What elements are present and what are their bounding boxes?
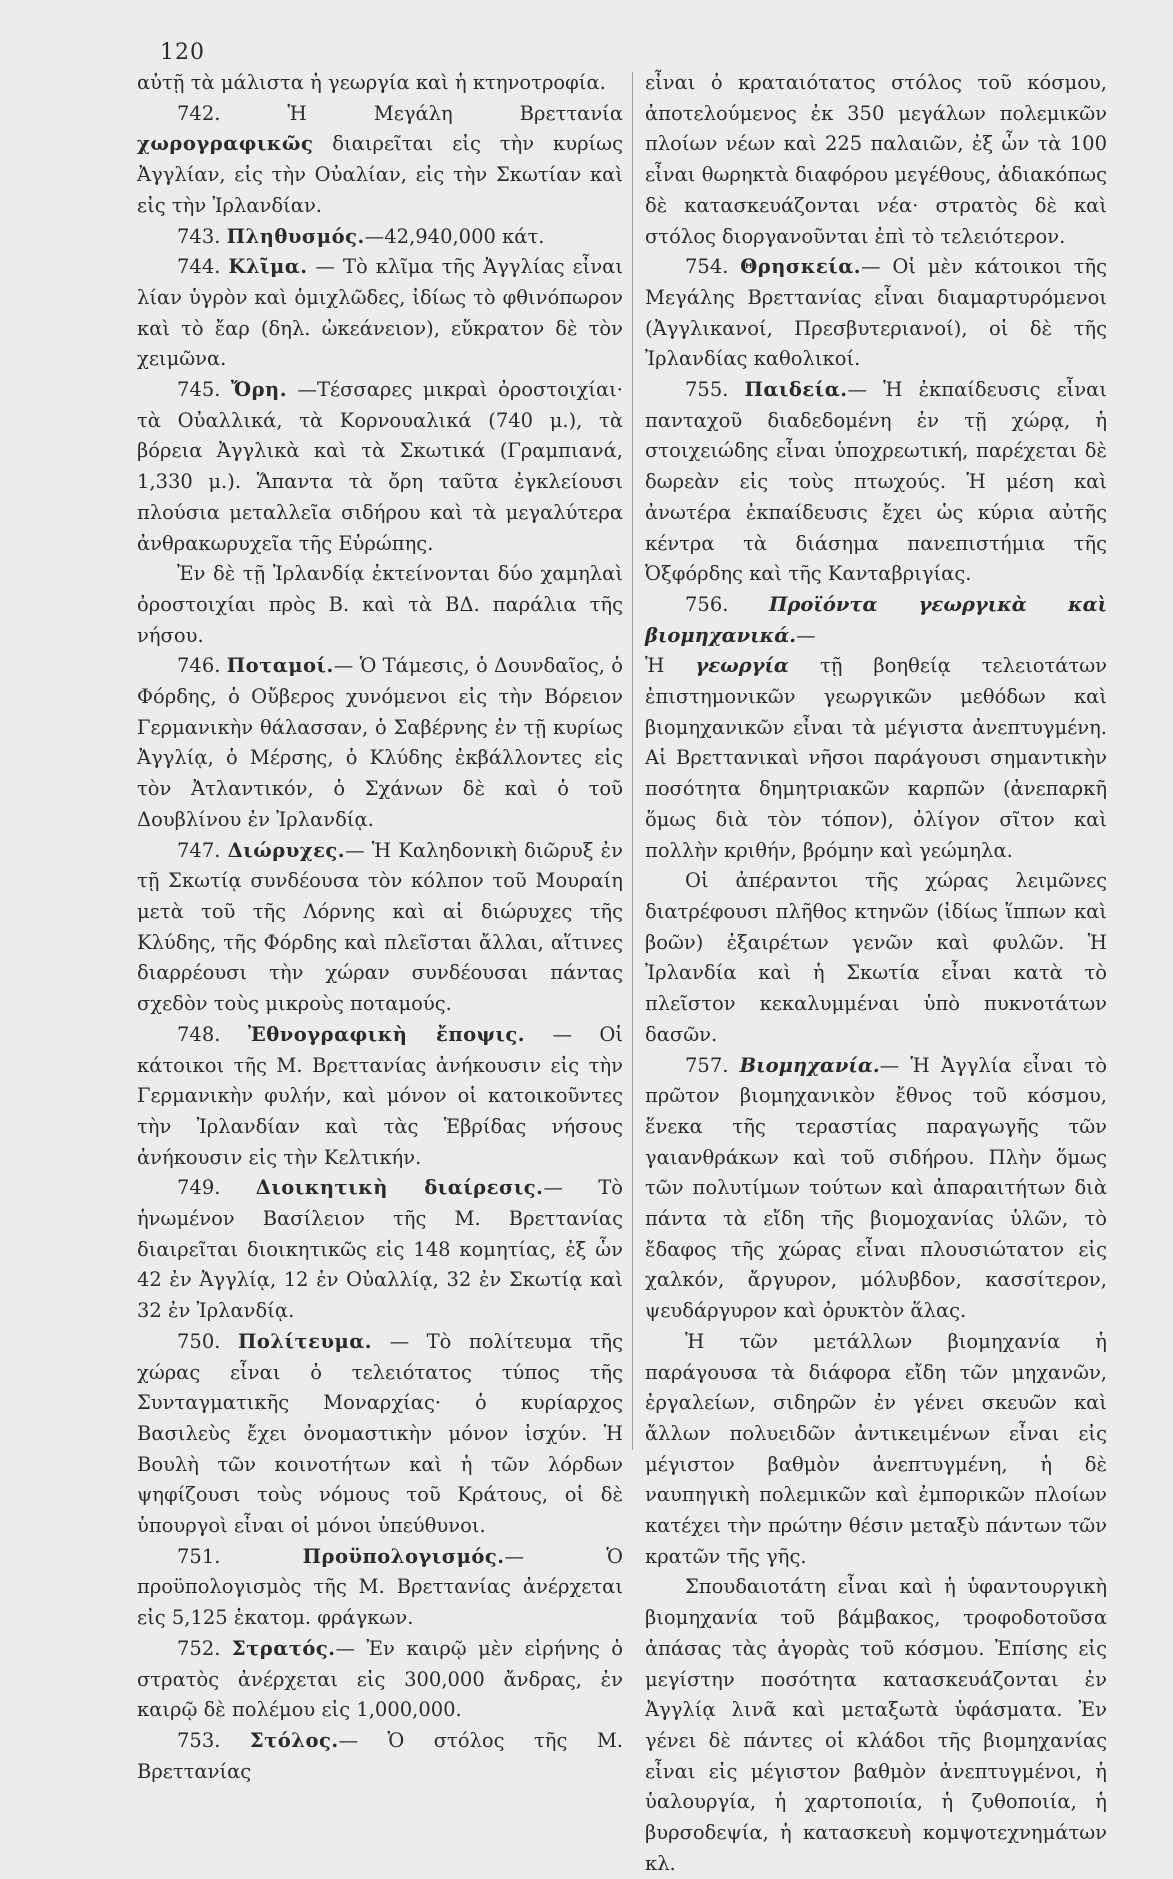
section-heading: Παιδεία. (744, 378, 848, 402)
section-text: — Ὁ προϋπολογισμὸς τῆς Μ. Βρεττανίας ἀνέρχεται εἰς 5,125 ἑκατομ. φράγκων. (137, 1544, 623, 1630)
section-number: 745. (177, 378, 221, 402)
left-column (137, 68, 623, 1787)
section-heading: Προϊόντα γεωργικὰ καὶ βιομηχανικά. (645, 592, 1108, 647)
section-heading: Κλῖμα. (228, 255, 308, 279)
section-text: —Τέσσαρες μικραὶ ὀροστοιχίαι· τὰ Οὐαλλικά, τὰ Κορνουαλικά (740 μ.), τὰ βόρεια Ἀγγλικὰ καὶ τὰ Σκωτικά (Γραμπιανά, 1,330 μ.). Ἅπαντα τὰ ὄρη ταῦτα ἐγκλείουσι πλούσια μεταλλεῖα σιδήρου καὶ τὰ μεγαλύτερα ἀνθρακωρυχεῖα τῆς Εὐρώπης. (137, 378, 623, 555)
section-heading: Βιομηχανία. (739, 1053, 880, 1077)
column-divider (632, 72, 633, 1450)
section-text: — Τὸ πολίτευμα τῆς χώρας εἶναι ὁ τελειότατος τύπος τῆς Συνταγματικῆς Μοναρχίας· ὁ κυρίαρχος Βασιλεὺς ἔχει ὀνομαστικὴν μόνον ἰσχύν. Ἡ Βουλὴ τῶν κοινοτήτων καὶ ἡ τῶν λόρδων ψηφίζουσι τοὺς νόμους τοῦ Κράτους, οἱ δὲ ὑπουργοὶ εἶναι οἱ μόνοι ὑπεύθυνοι. (137, 1329, 624, 1538)
section-number: 757. (685, 1053, 729, 1077)
paragraph-agriculture (645, 651, 1107, 866)
section-text: — Τὸ κλῖμα τῆς Ἀγγλίας εἶναι λίαν ὑγρὸν καὶ ὁμιχλῶδες, ἰδίως τὸ φθινόπωρον καὶ τὸ ἔαρ (δηλ. ὠκεάνειον), εὔκρατον δὲ τὸν χειμῶνα. (137, 255, 623, 371)
section-heading: Ποταμοί. (226, 654, 334, 678)
section-heading: Πολίτευμα. (237, 1329, 373, 1353)
paragraph: Ἐν δὲ τῇ Ἰρλανδίᾳ ἐκτείνονται δύο χαμηλαὶ ὀροστοιχίαι πρὸς Β. καὶ τὰ ΒΔ. παράλια τῆς νήσου. (137, 562, 623, 647)
section-746 (137, 651, 623, 835)
section-text: — Οἱ μὲν κάτοικοι τῆς Μεγάλης Βρεττανίας εἶναι διαμαρτυρόμενοι (Ἀγγλικανοί, Πρεσβυτεριανοί), οἱ δὲ τῆς Ἰρλανδίας καθολικοί. (645, 255, 1107, 371)
section-754 (645, 252, 1107, 375)
section-heading: Ὄρη. (230, 378, 288, 402)
section-heading: Προϋπολογισμός. (302, 1544, 505, 1568)
section-heading: Θρησκεία. (740, 255, 861, 279)
section-text: — Ἐν καιρῷ μὲν εἰρήνης ὁ στρατὸς ἀνέρχεται εἰς 300,000 ἄνδρας, ἐν καιρῷ δὲ πολέμου εἰς 1,000,000. (137, 1636, 624, 1722)
section-number: 746. (177, 654, 221, 678)
section-749 (137, 1173, 623, 1327)
paragraph-continuation: εἶναι ὁ κραταιότατος στόλος τοῦ κόσμου, ἀποτελούμενος ἐκ 350 μεγάλων πολεμικῶν πλοίων νέων καὶ 225 παλαιῶν, ἐξ ὧν τὰ 100 εἶναι θωρηκτὰ διαφόρου μεγέθους, ἀδιακόπως δὲ κατασκευάζονται νέα· στρατὸς δὲ καὶ στόλος διοργανοῦνται ἐπὶ τὸ τελειότερον. (645, 71, 1107, 248)
paragraph: Οἱ ἀπέραντοι τῆς χώρας λειμῶνες διατρέφουσι πλῆθος κτηνῶν (ἰδίως ἵππων καὶ βοῶν) ἐξαιρέτων γενῶν καὶ φυλῶν. Ἡ Ἰρλανδία καὶ ἡ Σκωτία εἶναι κατὰ τὸ πλεῖστον κεκαλυμμέναι ὑπὸ πυκνοτάτων δασῶν. (645, 869, 1107, 1046)
paragraph-text: τῇ βοηθείᾳ τελειοτάτων ἐπιστημονικῶν γεωργικῶν μεθόδων καὶ βιομηχανικῶν εἶναι τὰ μέγιστα ἀνεπτυγμένη. Αἱ Βρεττανικαὶ νῆσοι παράγουσι σημαντικὴν ποσότητα δημητριακῶν καρπῶν (ἀνεπαρκῆ ὅμως διὰ τὸν τόπον), ὀλίγον σῖτον καὶ πολλὴν κριθήν, βρόμην καὶ γεώμηλα. (645, 654, 1107, 862)
section-750 (137, 1327, 623, 1542)
section-number: 756. (685, 592, 729, 616)
section-number: 743. (177, 224, 221, 248)
section-number: 748. (177, 1022, 221, 1046)
section-text: — Τὸ ἡνωμένον Βασίλειον τῆς Μ. Βρεττανίας διαιρεῖται διοικητικῶς εἰς 148 κομητίας, ἐξ ὧν 42 ἐν Ἀγγλίᾳ, 12 ἐν Οὐαλλίᾳ, 32 ἐν Σκωτίᾳ καὶ 32 ἐν Ἰρλανδίᾳ. (137, 1176, 624, 1323)
section-number: 742. (177, 101, 221, 125)
emphasis-term: γεωργία (695, 654, 789, 678)
right-column (645, 68, 1107, 1879)
section-752 (137, 1634, 623, 1726)
section-number: 747. (177, 838, 221, 862)
section-text: — Οἱ κάτοικοι τῆς Μ. Βρεττανίας ἀνήκουσιν εἰς τὴν Γερμανικὴν φυλήν, καὶ μόνον οἱ κατοικοῦντες τὴν Ἰρλανδίαν καὶ τὰς Ἑβρίδας νήσους ἀνήκουσιν εἰς τὴν Κελτικήν. (137, 1022, 623, 1169)
section-756 (645, 590, 1107, 651)
section-number: 750. (177, 1329, 221, 1353)
section-753 (137, 1726, 623, 1787)
section-743 (137, 222, 623, 253)
section-742 (137, 99, 623, 222)
section-heading: χωρογραφικῶς (137, 132, 314, 156)
section-lead: Ἡ Μεγάλη Βρεττανία (287, 101, 623, 125)
section-heading: Πληθυσμός. (226, 224, 365, 248)
section-number: 749. (177, 1176, 221, 1200)
paragraph-lead: Ἡ (645, 654, 665, 678)
section-number: 753. (177, 1728, 221, 1752)
section-number: 755. (685, 378, 729, 402)
section-745 (137, 375, 623, 559)
paragraph-continuation: αὐτῇ τὰ μάλιστα ἡ γεωργία καὶ ἡ κτηνοτροφία. (137, 71, 606, 94)
section-heading: Στρατός. (231, 1636, 336, 1660)
section-747 (137, 836, 623, 1020)
section-text: διαιρεῖται εἰς τὴν κυρίως Ἀγγλίαν, εἰς τὴν Οὐαλίαν, εἰς τὴν Σκωτίαν καὶ εἰς τὴν Ἰρλανδίαν. (137, 132, 624, 217)
section-heading: Ἐθνογραφικὴ ἔποψις. (247, 1022, 526, 1046)
paragraph: Ἡ τῶν μετάλλων βιομηχανία ἡ παράγουσα τὰ διάφορα εἴδη τῶν μηχανῶν, ἐργαλείων, σιδηρῶν ἐν γένει σκευῶν καὶ ἄλλων πολυειδῶν ἀντικειμένων εἶναι εἰς μέγιστον βαθμὸν ἀνεπτυγμένη, ἡ δὲ ναυπηγικὴ πολεμικῶν καὶ ἐμπορικῶν πλοίων κατέχει τὴν πρώτην θέσιν μεταξὺ πάντων τῶν κρατῶν τῆς γῆς. (645, 1329, 1107, 1568)
section-number: 744. (177, 255, 221, 279)
section-text: — (796, 623, 816, 647)
paragraph: Σπουδαιοτάτη εἶναι καὶ ἡ ὑφαντουργικὴ βιομηχανία τοῦ βάμβακος, τροφοδοτοῦσα ἁπάσας τὰς ἀγορὰς τοῦ κόσμου. Ἐπίσης εἰς μεγίστην ποσότητα κατασκευάζονται ἐν Ἀγγλίᾳ λινᾶ καὶ μεταξωτὰ ὑφάσματα. Ἐν γένει δὲ πάντες οἱ κλάδοι τῆς βιομηχανίας εἶναι εἰς μέγιστον βαθμὸν ἀνεπτυγμένοι, ἡ ὑαλουργία, ἡ χαρτοποιία, ἡ ζυθοποιία, ἡ βυρσοδεψία, ἡ κατασκευὴ κομψοτεχνημάτων κλ. (645, 1575, 1107, 1875)
section-number: 754. (685, 255, 729, 279)
section-text: — Ὁ στόλος τῆς Μ. Βρεττανίας (137, 1728, 624, 1783)
section-heading: Στόλος. (249, 1728, 339, 1752)
section-heading: Διοικητικὴ διαίρεσις. (255, 1176, 544, 1200)
section-number: 752. (177, 1636, 221, 1660)
section-text: — Ὁ Τάμεσις, ὁ Δουνδαῖος, ὁ Φόρδης, ὁ Οὔβερος χυνόμενοι εἰς τὴν Βόρειον Γερμανικὴν θάλασσαν, ὁ Σαβέρνης ἐν τῇ κυρίως Ἀγγλίᾳ, ὁ Μέρσης, ὁ Κλύδης ἐκβάλλοντες εἰς τὸν Ἀτλαντικόν, ὁ Σχάνων δὲ καὶ ὁ τοῦ Δουβλίνου ἐν Ἰρλανδίᾳ. (137, 654, 624, 831)
section-heading: Διώρυχες. (227, 838, 346, 862)
section-text: — Ἡ ἐκπαίδευσις εἶναι πανταχοῦ διαδεδομένη ἐν τῇ χώρᾳ, ἡ στοιχειώδης εἶναι ὑποχρεωτική, παρέχεται δὲ δωρεὰν εἰς τοὺς πτωχούς. Ἡ μέση καὶ ἀνωτέρα ἐκπαίδευσις ἔχει ὡς κύρια αὐτῆς κέντρα τὰ διάσημα πανεπιστήμια τῆς Ὀξφόρδης καὶ τῆς Κανταβριγίας. (645, 378, 1107, 586)
section-number: 751. (177, 1544, 221, 1568)
page-number: 120 (160, 40, 205, 65)
section-757 (645, 1051, 1107, 1327)
section-text: — Ἡ Ἀγγλία εἶναι τὸ πρῶτον βιομηχανικὸν ἔθνος τοῦ κόσμου, ἕνεκα τῆς τεραστίας παραγωγῆς τῶν γαιανθράκων καὶ τοῦ σιδήρου. Πλὴν ὅμως τῶν πολυτίμων τούτων καὶ ἀπαραιτήτων διὰ πάντα τὰ εἴδη τῆς βιομοχανίας ὑλῶν, τὸ ἔδαφος τῆς χώρας εἶναι πλουσιώτατον εἰς χαλκόν, ἄργυρον, μόλυβδον, κασσίτερον, ψευδάργυρον καὶ ὀρυκτὸν ἅλας. (645, 1053, 1107, 1323)
section-755 (645, 375, 1107, 590)
section-751 (137, 1542, 623, 1634)
section-748 (137, 1020, 623, 1174)
section-744 (137, 252, 623, 375)
section-text: — Ἡ Καληδονικὴ διῶρυξ ἐν τῇ Σκωτίᾳ συνδέουσα τὸν κόλπον τοῦ Μουραίη μετὰ τοῦ τῆς Λόρνης καὶ αἱ διώρυχες τῆς Κλύδης, τῆς Φόρδης καὶ πλεῖσται ἄλλαι, αἵτινες διαρρέουσι τὴν χώραν συνδέουσαι πάντας σχεδὸν τοὺς μικροὺς ποταμούς. (137, 838, 624, 1016)
section-text: —42,940,000 κάτ. (364, 224, 545, 248)
